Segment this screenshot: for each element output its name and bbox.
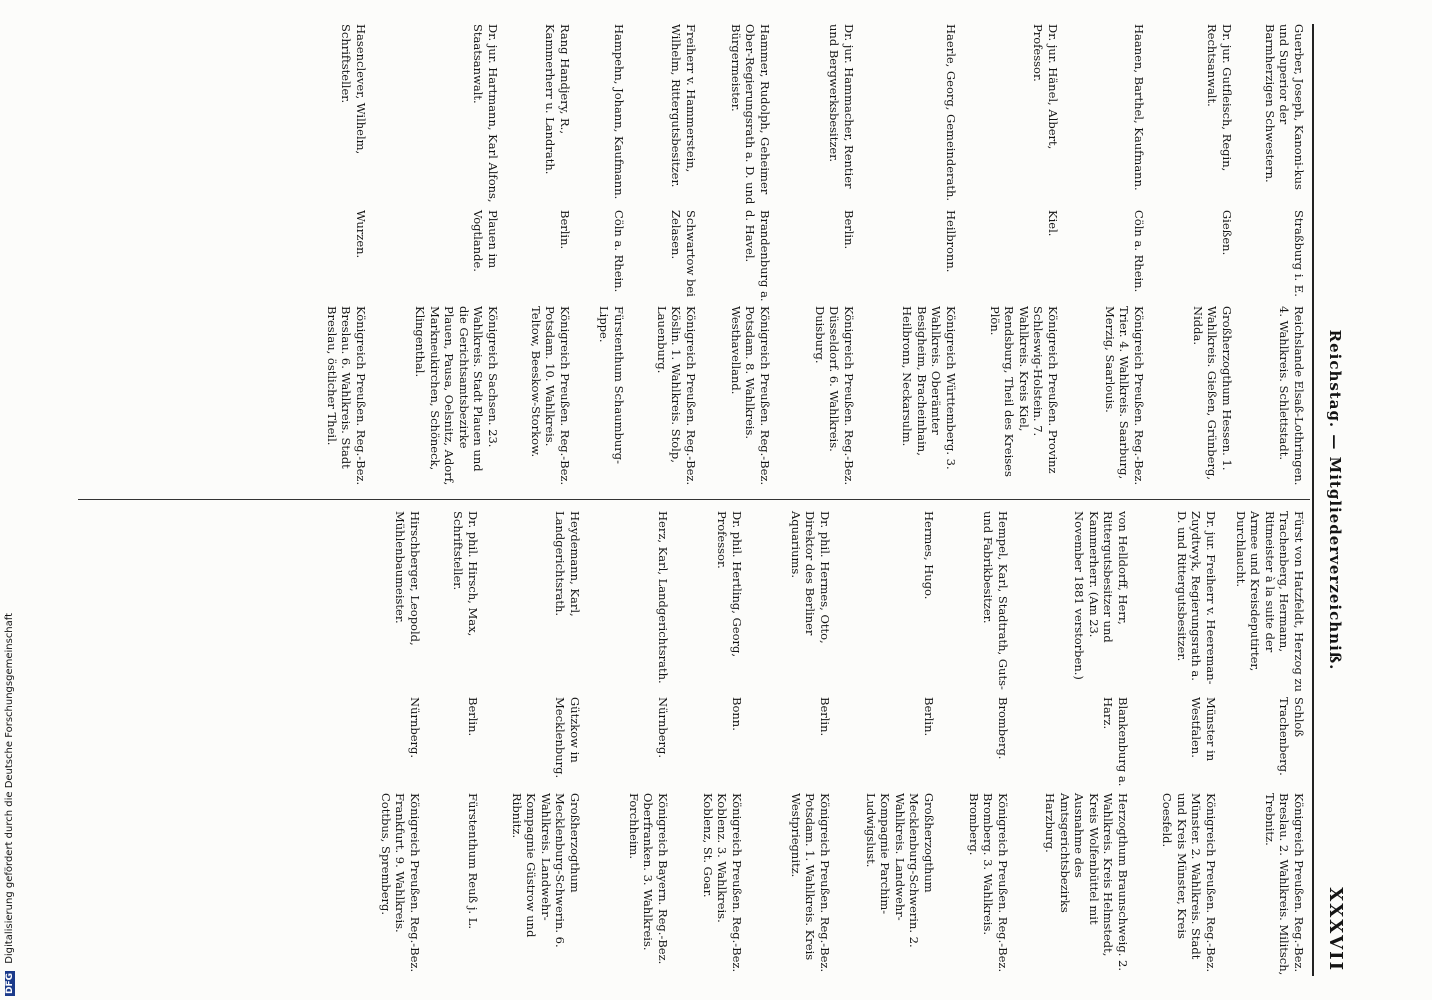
member-name: Hermes, Hugo. — [922, 511, 936, 600]
member-entry — [428, 511, 480, 976]
page-number: XXXVII — [1325, 887, 1346, 972]
member-residence: Berlin. — [558, 210, 572, 250]
member-entry — [1240, 24, 1306, 489]
member-name: Guerber, Joseph, Kanoni-kus und Superior der Barmherzigen Schwestern. — [1263, 24, 1306, 190]
column-divider — [78, 499, 1310, 500]
member-entry — [964, 24, 1060, 489]
member-residence: Plauen im Vogtlande. — [471, 210, 500, 272]
member-district: Großherzogthum Hessen. 1. Wahlkreis. Gießen, Grünberg, Nidda. — [1191, 306, 1234, 480]
left-column — [76, 24, 1306, 489]
member-entry — [676, 511, 744, 976]
member-name: Herz, Karl, Landgerichtsrath. — [656, 511, 670, 684]
member-residence: Gützkow in Mecklenburg. — [553, 697, 582, 779]
member-name: Dr. jur. Hänel, Albert, Professor. — [1031, 24, 1060, 150]
member-residence: Berlin. — [922, 697, 936, 737]
member-entry — [588, 511, 670, 976]
member-district: Königreich Preußen. Reg.-Bez. Breslau. 2. Wahlkreis. Militsch, Trebnitz. — [1263, 793, 1306, 976]
member-entry — [286, 24, 368, 489]
member-name: Fürst von Hatzfeldt, Herzog zu Trachenberg, Hermann, Ritmeister à la suite der Armee und Kreisdeputirter, Durchlaucht. — [1234, 511, 1306, 692]
member-residence: Berlin. — [842, 210, 856, 250]
member-residence: Straßburg i. E. — [1292, 210, 1306, 297]
member-entry — [1224, 511, 1306, 976]
member-name: Dr. phil. Hermes, Otto, Direktor des Berliner Aquariums. — [789, 511, 832, 644]
dfg-logo: DFG — [5, 972, 15, 994]
member-entry — [942, 511, 1010, 976]
member-residence: Heilbronn. — [944, 210, 958, 273]
member-name: Hasenclever, Wilhelm, Schriftsteller. — [339, 24, 368, 155]
member-residence: Berlin. — [818, 697, 832, 737]
member-district: Reichslande Elsaß-Lothringen. 4. Wahlkreis. Schlettstadt. — [1277, 306, 1306, 486]
member-entry — [340, 511, 422, 976]
member-name: Haerle, Georg, Gemeinderath. — [944, 24, 958, 202]
member-residence: Cöln a. Rhein. — [612, 210, 626, 293]
member-residence: Nürnberg. — [656, 697, 670, 759]
page-title: Reichstag. — Mitgliederverzeichniß. — [1326, 329, 1344, 671]
member-district: Königreich Bayern. Reg.-Bez. Oberfranken. 3. Wahlkreis. Forchheim. — [627, 793, 670, 965]
member-name: Freiherr v. Hammerstein, Wilhelm, Rittergutsbesitzer. — [669, 24, 698, 188]
member-residence: Gießen. — [1220, 210, 1234, 256]
member-district: Fürstenthum Schaumburg-Lippe. — [597, 306, 626, 465]
member-district: Herzogthum Braunschweig. 2. Wahlkreis. Kreis Helmstedt, Kreis Wolfenbüttel mit Ausnahme des Amtsgerichtsbezirks Harzburg. — [1043, 793, 1130, 972]
member-entry — [486, 511, 582, 976]
right-column — [76, 511, 1306, 976]
member-district: Königreich Preußen. Reg.-Bez. Koblenz. 3. Wahlkreis. Koblenz, St. Goar. — [701, 793, 744, 973]
member-name: Hampehn, Johann, Kaufmann. — [612, 24, 626, 200]
page-header — [1316, 24, 1350, 976]
member-residence: Blankenburg a. Harz. — [1101, 697, 1130, 787]
member-name: Dr. jur. Hartmann, Karl Alfons, Staatsanwalt. — [471, 24, 500, 203]
member-residence: Schloß Trachenberg. — [1277, 697, 1306, 776]
footer-text: Digitalisierung gefördert durch die Deutsche Forschungsgemeinschaft — [4, 612, 15, 964]
member-residence: Brandenburg a. d. Havel. — [743, 210, 772, 302]
member-district: Königreich Preußen. Reg.-Bez. Köslin. 1. Wahlkreis. Stolp, Lauenburg. — [655, 306, 698, 486]
member-entry — [778, 24, 856, 489]
member-district: Königreich Württemberg. 3. Wahlkreis. Oberämter Besigheim, Bracheinhain, Heilbronn, Neckarsulm. — [900, 306, 958, 470]
member-district: Königreich Preußen. Reg.-Bez. Düsseldorf. 6. Wahlkreis. Duisburg. — [813, 306, 856, 486]
member-district: Königreich Preußen. Reg.-Bez. Potsdam. 10. Wahlkreis. Teltow, Beeskow-Storkow. — [529, 306, 572, 486]
member-entry — [1066, 24, 1146, 489]
member-name: Haanen, Barthel, Kaufmann. — [1132, 24, 1146, 191]
member-residence: Schwartow bei Zelasen. — [669, 210, 698, 297]
member-residence: Berlin. — [466, 697, 480, 737]
member-name: Heydemann, Karl, Landgerichtsrath. — [553, 511, 582, 617]
footer-credit — [4, 613, 15, 996]
member-district: Großherzogthum Mecklenburg-Schwerin. 6. Wahlkreis. Landwehr-Kompagnie Güstrow und Ribnitz. — [510, 793, 582, 948]
member-entry — [704, 24, 772, 489]
member-district: Königreich Preußen. Reg.-Bez. Münster. 2. Wahlkreis. Stadt und Kreis Münster, Kreis Coesfeld. — [1160, 793, 1218, 973]
member-district: Königreich Preußen. Reg.-Bez. Frankfurt. 9. Wahlkreis. Cottbus, Spremberg. — [379, 793, 422, 973]
member-residence: Münster in Westfalen. — [1189, 697, 1218, 762]
member-entry — [506, 24, 572, 489]
member-district: Königreich Preußen. Reg.-Bez. Potsdam. 1. Wahlkreis. Kreis Westpriegnitz. — [789, 793, 832, 973]
member-district: Fürstenthum Reuß j. L. — [466, 793, 480, 929]
member-name: Dr. jur. Freiherr v. Heereman-Zuydtwyk, Regierungsrath a. D. und Rittergutsbesitzer. — [1175, 511, 1218, 685]
member-name: Hirschberger, Leopold, Mühlenbaumeister. — [393, 511, 422, 646]
member-entry — [750, 511, 832, 976]
header-rule — [1312, 24, 1314, 976]
document-page — [66, 10, 1366, 990]
member-residence: Wurzen. — [354, 210, 368, 259]
member-district: Königreich Preußen. Provinz Schleswig-Holstein. 7. Wahlkreis. Kreis Kiel, Rendsburg, Theil des Kreises Plön. — [988, 306, 1060, 477]
member-entry — [632, 24, 698, 489]
member-entry — [1152, 24, 1234, 489]
member-name: von Helldorff, Herr, Rittergutsbesitzer und Kammerherr. (Am 23. November 1881 verstorben.) — [1072, 511, 1130, 680]
member-name: Hammer, Rudolph, Geheimer Ober-Regierungsrath a. D. und Bürgermeister. — [729, 24, 772, 205]
member-name: Dr. phil. Hertling, Georg, Professor. — [715, 511, 744, 658]
member-entry — [862, 24, 958, 489]
member-entry — [1016, 511, 1130, 976]
member-residence: Kiel. — [1046, 210, 1060, 237]
member-entry — [374, 24, 500, 489]
member-district: Königreich Preußen. Reg.-Bez. Potsdam. 8. Wahlkreis. Westhavelland. — [729, 306, 772, 486]
member-name: Rang Handjery, R., Kammerherr u. Landrath. — [543, 24, 572, 175]
member-entry — [1136, 511, 1218, 976]
member-district: Königreich Preußen. Reg.-Bez. Trier. 4. Wahlkreis. Saarburg, Merzig, Saarlouis. — [1103, 306, 1146, 486]
member-name: Dr. jur. Hammacher, Rentier und Bergwerksbesitzer. — [827, 24, 856, 189]
member-residence: Bonn. — [730, 697, 744, 731]
member-residence: Cöln a. Rhein. — [1132, 210, 1146, 293]
member-entry — [578, 24, 626, 489]
member-district: Königreich Preußen. Reg.-Bez. Breslau. 6. Wahlkreis. Stadt Breslau, östlicher Theil. — [325, 306, 368, 486]
member-name: Dr. jur. Gutfleisch, Regin, Rechtsanwalt. — [1205, 24, 1234, 172]
member-residence: Nürnberg. — [408, 697, 422, 759]
member-entry — [838, 511, 936, 976]
member-district: Großherzogthum Mecklenburg-Schwerin. 2. Wahlkreis. Landwehr-Kompagnie Parchim-Ludwigslust. — [864, 793, 936, 948]
member-name: Dr. phil. Hirsch, Max, Schriftsteller. — [451, 511, 480, 637]
member-district: Königreich Preußen. Reg.-Bez. Bromberg. 3. Wahlkreis. Bromberg. — [967, 793, 1010, 973]
member-name: Hempel, Karl, Stadtrath, Guts- und Fabrikbesitzer. — [981, 511, 1010, 690]
member-district: Königreich Sachsen. 23. Wahlkreis. Stadt Plauen und die Gerichtsamtsbezirke Plauen, Pausa, Oelsnitz, Adorf, Markneukirchen, Schöneck, Klingenthal. — [413, 306, 500, 486]
member-residence: Bromberg. — [996, 697, 1010, 760]
